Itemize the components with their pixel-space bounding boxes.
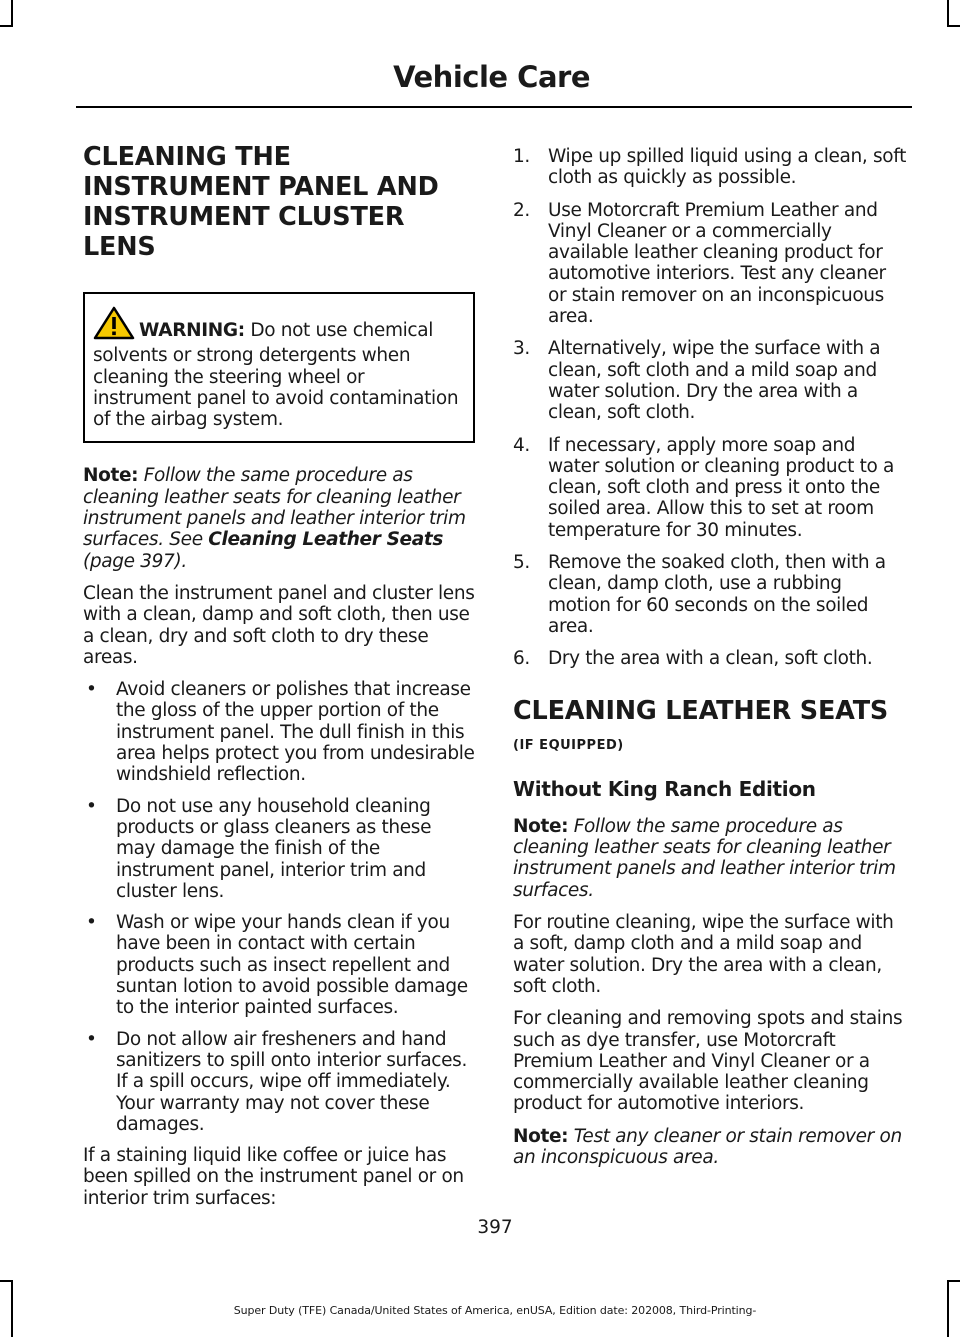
page-reference: (page 397). (83, 550, 187, 572)
note-text: Follow the same procedure as cleaning leather seats for cleaning leather instrument panels and leather interior trim surfaces. See (83, 465, 466, 551)
note-paragraph (513, 1126, 909, 1169)
step-item (513, 200, 909, 328)
note-paragraph (83, 465, 475, 571)
paragraph: If a staining liquid like coffee or juice has been spilled on the instrument panel or on interior trim surfaces: (83, 1145, 464, 1209)
step-item (513, 435, 909, 541)
paragraph: Clean the instrument panel and cluster lens with a clean, damp and soft cloth, then use a clean, dry and soft cloth to dry these areas. (83, 582, 475, 668)
instrument-panel-heading: CLEANING THE INSTRUMENT PANEL AND INSTRUMENT CLUSTER LENS (83, 142, 439, 262)
section-title: Vehicle Care (393, 60, 590, 94)
warning-box (83, 292, 475, 443)
step-number: 5. (513, 552, 530, 574)
note-text: Follow the same procedure as cleaning leather seats for cleaning leather instrument panels and leather interior trim surfaces. (513, 815, 896, 901)
bullet-list (83, 679, 475, 1135)
leather-seats-heading (513, 696, 909, 761)
note-label: Note: (83, 465, 139, 487)
crop-mark (0, 25, 13, 27)
step-number: 4. (513, 434, 530, 456)
crop-mark (947, 0, 949, 26)
header-rule (76, 106, 912, 108)
step-item (513, 338, 909, 423)
crop-mark (11, 0, 13, 26)
right-column (513, 146, 909, 1179)
list-item: • Wash or wipe your hands clean if you have been in contact with certain products such as insect repellent and suntan lotion to avoid possible damage to the interior painted surfaces. (83, 912, 475, 1018)
crop-mark (947, 1280, 960, 1282)
warning-triangle-icon (93, 306, 135, 345)
left-column (83, 142, 475, 1220)
list-item: • Avoid cleaners or polishes that increase the gloss of the upper portion of the instrument panel. The dull finish in this area helps protect you from undesirable windshield reflection. (83, 679, 475, 785)
list-item: • Do not allow air fresheners and hand sanitizers to spill onto interior surfaces. If a spill occurs, wipe off immediately. Your warranty may not cover these damages. (83, 1029, 475, 1135)
step-item (513, 552, 909, 637)
cross-reference-link[interactable]: Cleaning Leather Seats (208, 529, 444, 551)
step-text: Use Motorcraft Premium Leather and Vinyl Cleaner or a commercially available leather cleaning product for automotive interiors. Test any cleaner or stain remover on an inconspicuous area. (548, 199, 886, 328)
heading-qualifier: (IF EQUIPPED) (513, 737, 624, 753)
warning-text: Do not use chemical solvents or strong detergents when cleaning the steering wheel or instrument panel to avoid contamination of the airbag system. (93, 320, 459, 431)
subheading: Without King Ranch Edition (513, 776, 816, 801)
step-text: Dry the area with a clean, soft cloth. (548, 648, 873, 670)
step-text: Alternatively, wipe the surface with a clean, soft cloth and a mild soap and water solution. Dry the area with a clean, soft cloth. (548, 338, 881, 424)
paragraph: For routine cleaning, wipe the surface with a soft, damp cloth and a mild soap and water solution. Dry the area with a clean, soft cloth. (513, 912, 894, 997)
step-number: 1. (513, 146, 530, 167)
crop-mark (947, 25, 960, 27)
step-text: Remove the soaked cloth, then with a clean, damp cloth, use a rubbing motion for 60 seconds on the soiled area. (548, 552, 886, 637)
crop-mark (0, 1280, 13, 1282)
heading-text: CLEANING LEATHER SEATS (513, 695, 889, 726)
note-text: Test any cleaner or stain remover on an inconspicuous area. (513, 1125, 902, 1168)
note-label: Note: (513, 815, 569, 837)
step-text: If necessary, apply more soap and water solution or cleaning product to a clean, soft cloth and press it onto the soiled area. Allow this to set at room temperature for 30 minutes. (548, 434, 894, 541)
note-paragraph (513, 816, 909, 901)
page-number: 397 (477, 1217, 513, 1238)
step-number: 3. (513, 338, 530, 360)
step-text: Wipe up spilled liquid using a clean, soft cloth as quickly as possible. (548, 146, 906, 189)
footer-text: Super Duty (TFE) Canada/United States of America, enUSA, Edition date: 202008, Third-Printing- (233, 1304, 757, 1317)
warning-label: WARNING: (139, 320, 245, 341)
step-number: 2. (513, 199, 530, 221)
numbered-steps (513, 146, 909, 670)
step-item (513, 146, 909, 189)
step-item (513, 648, 909, 669)
step-number: 6. (513, 648, 530, 670)
list-item: • Do not use any household cleaning products or glass cleaners as these may damage the finish of the instrument panel, interior trim and cluster lens. (83, 796, 475, 902)
paragraph: For cleaning and removing spots and stains such as dye transfer, use Motorcraft Premium Leather and Vinyl Cleaner or a commercially available leather cleaning product for automotive interiors. (513, 1008, 903, 1115)
note-label: Note: (513, 1125, 569, 1147)
